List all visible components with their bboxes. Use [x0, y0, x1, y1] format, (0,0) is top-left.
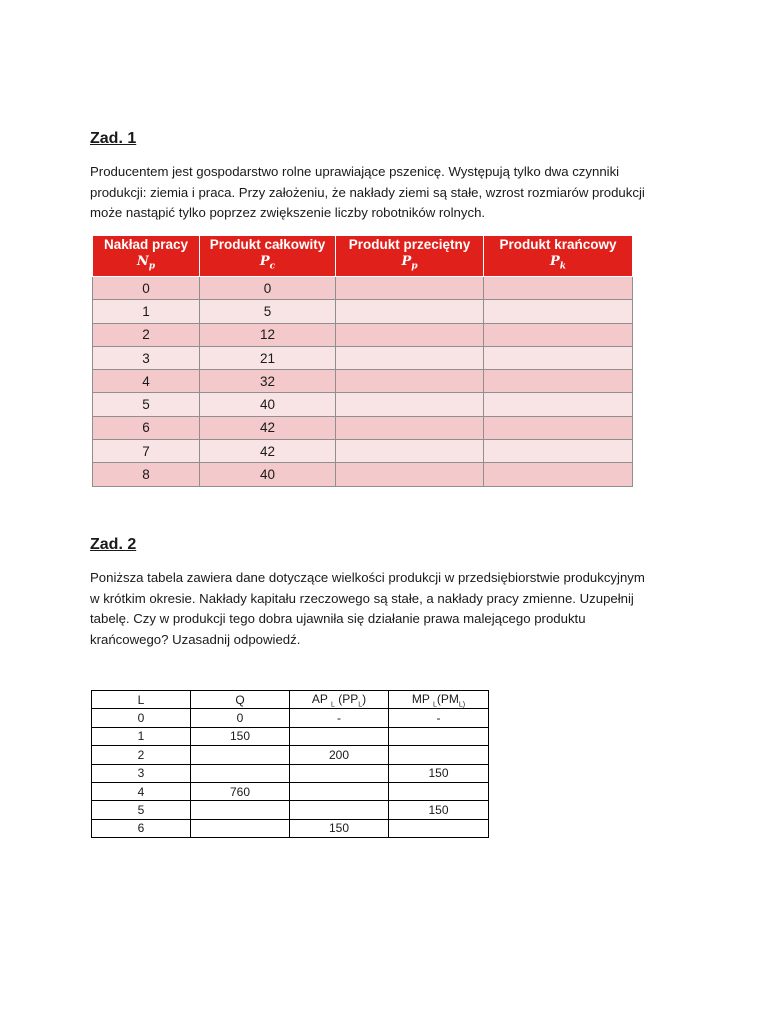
col-header-mp: MP $_L(PM_{L)}$ — [389, 691, 489, 709]
table-cell-empty[interactable] — [484, 440, 633, 463]
table-cell-empty[interactable] — [484, 370, 633, 393]
col-header-symbol: $P_p$ — [401, 254, 418, 272]
table-cell: 150 — [290, 819, 389, 837]
table-cell: 8 — [93, 463, 200, 486]
col-header-symbol: $P_c$ — [259, 254, 276, 272]
table-cell[interactable] — [389, 746, 489, 764]
table-cell: 12 — [200, 323, 336, 346]
table-row — [93, 346, 633, 369]
table-cell-empty[interactable] — [336, 323, 484, 346]
table-cell-empty[interactable] — [484, 393, 633, 416]
table-cell: 0 — [200, 277, 336, 300]
table-cell-empty[interactable] — [336, 416, 484, 439]
zad1-text-line: Producentem jest gospodarstwo rolne uprawiające pszenicę. Występują tylko dwa czynniki — [90, 164, 620, 179]
zad2-text-line: tabelę. Czy w produkcji tego dobra ujawniła się działanie prawa malejącego produktu — [90, 611, 586, 626]
table-cell: 3 — [93, 346, 200, 369]
col-header-total-product — [200, 236, 336, 277]
table-cell[interactable] — [290, 801, 389, 819]
table-row — [92, 727, 489, 745]
table-row — [93, 300, 633, 323]
zad2-text-line: krańcowego? Uzasadnij odpowiedź. — [90, 631, 301, 647]
table-cell[interactable] — [191, 819, 290, 837]
zad2-text-line: Poniższa tabela zawiera dane dotyczące wielkości produkcji w przedsiębiorstwie produkcyjnym — [90, 570, 645, 585]
col-header-label: Nakład pracy — [103, 237, 189, 253]
table-cell: 7 — [93, 440, 200, 463]
table-cell[interactable] — [191, 801, 290, 819]
zad1-text — [90, 162, 680, 224]
table-row — [92, 764, 489, 782]
table-cell-empty[interactable] — [336, 300, 484, 323]
table-cell: 5 — [200, 300, 336, 323]
table-cell: 21 — [200, 346, 336, 369]
col-header-average-product — [336, 236, 484, 277]
table-cell: 150 — [389, 764, 489, 782]
col-header-labor — [93, 236, 200, 277]
table-cell-empty[interactable] — [484, 323, 633, 346]
table-row — [93, 370, 633, 393]
table-cell: - — [290, 709, 389, 727]
zad2-text-line: w krótkim okresie. Nakłady kapitału rzeczowego są stałe, a nakłady pracy zmienne. Uzupełnij — [90, 590, 634, 606]
table-cell: 1 — [92, 727, 191, 745]
table-row — [93, 463, 633, 486]
table-row — [92, 746, 489, 764]
table-row — [93, 440, 633, 463]
table-cell: 5 — [92, 801, 191, 819]
table-cell-empty[interactable] — [336, 463, 484, 486]
zad2-text — [90, 568, 680, 650]
table-row — [93, 323, 633, 346]
col-header-l: L — [92, 691, 191, 709]
zad1-heading: Zad. 1 — [90, 130, 137, 147]
table-cell-empty[interactable] — [336, 440, 484, 463]
table-cell: 1 — [93, 300, 200, 323]
table-cell[interactable] — [389, 727, 489, 745]
table-cell: 0 — [93, 277, 200, 300]
table-cell: 200 — [290, 746, 389, 764]
col-header-label: Produkt krańcowy — [499, 237, 617, 253]
table-cell-empty[interactable] — [336, 346, 484, 369]
table-row — [92, 801, 489, 819]
table-cell: 2 — [92, 746, 191, 764]
table-cell: 3 — [92, 764, 191, 782]
table-cell: 5 — [93, 393, 200, 416]
zad1-text-line: może nastąpić tylko poprzez zwiększenie liczby robotników rolnych. — [90, 205, 486, 220]
table-cell[interactable] — [191, 746, 290, 764]
table-cell: 42 — [200, 416, 336, 439]
table-cell: 0 — [191, 709, 290, 727]
col-header-q: Q — [191, 691, 290, 709]
table-cell: 0 — [92, 709, 191, 727]
table-cell-empty[interactable] — [484, 277, 633, 300]
table-cell: 40 — [200, 393, 336, 416]
col-header-label: Produkt całkowity — [209, 237, 326, 253]
table-row — [93, 393, 633, 416]
table-cell: 150 — [191, 727, 290, 745]
table-cell: - — [389, 709, 489, 727]
table-cell: 6 — [93, 416, 200, 439]
table-cell-empty[interactable] — [484, 300, 633, 323]
table-cell: 32 — [200, 370, 336, 393]
col-header-marginal-product — [484, 236, 633, 277]
table-cell: 4 — [93, 370, 200, 393]
table-cell-empty[interactable] — [484, 346, 633, 369]
table-cell[interactable] — [290, 782, 389, 800]
col-header-ap: AP $_L$ $(PP_L)$ — [290, 691, 389, 709]
production-table-1 — [92, 235, 633, 487]
table-row — [92, 819, 489, 837]
table-cell: 150 — [389, 801, 489, 819]
table-cell[interactable] — [290, 727, 389, 745]
table-cell-empty[interactable] — [484, 416, 633, 439]
table-cell: 6 — [92, 819, 191, 837]
table-cell-empty[interactable] — [484, 463, 633, 486]
table-cell: 2 — [93, 323, 200, 346]
table-cell: 40 — [200, 463, 336, 486]
table-cell-empty[interactable] — [336, 277, 484, 300]
table-header-row — [92, 691, 489, 709]
col-header-label: Produkt przeciętny — [348, 237, 471, 253]
table-row — [93, 277, 633, 300]
table-cell: 4 — [92, 782, 191, 800]
table-cell-empty[interactable] — [336, 393, 484, 416]
table-header-row — [93, 236, 633, 277]
table-cell[interactable] — [389, 782, 489, 800]
table-cell[interactable] — [290, 764, 389, 782]
table-row — [92, 709, 489, 727]
table-row — [93, 416, 633, 439]
col-header-symbol: $N_p$ — [136, 254, 156, 272]
table-cell-empty[interactable] — [336, 370, 484, 393]
production-table-2 — [91, 690, 489, 838]
table-cell[interactable] — [389, 819, 489, 837]
table-cell[interactable] — [191, 764, 290, 782]
zad1-text-line: produkcji: ziemia i praca. Przy założeniu, że nakłady ziemi są stałe, wzrost rozmiarów produkcji — [90, 184, 645, 200]
zad2-heading: Zad. 2 — [90, 536, 137, 553]
table-cell: 42 — [200, 440, 336, 463]
table-cell: 760 — [191, 782, 290, 800]
col-header-symbol: $P_k$ — [549, 254, 567, 272]
table-row — [92, 782, 489, 800]
